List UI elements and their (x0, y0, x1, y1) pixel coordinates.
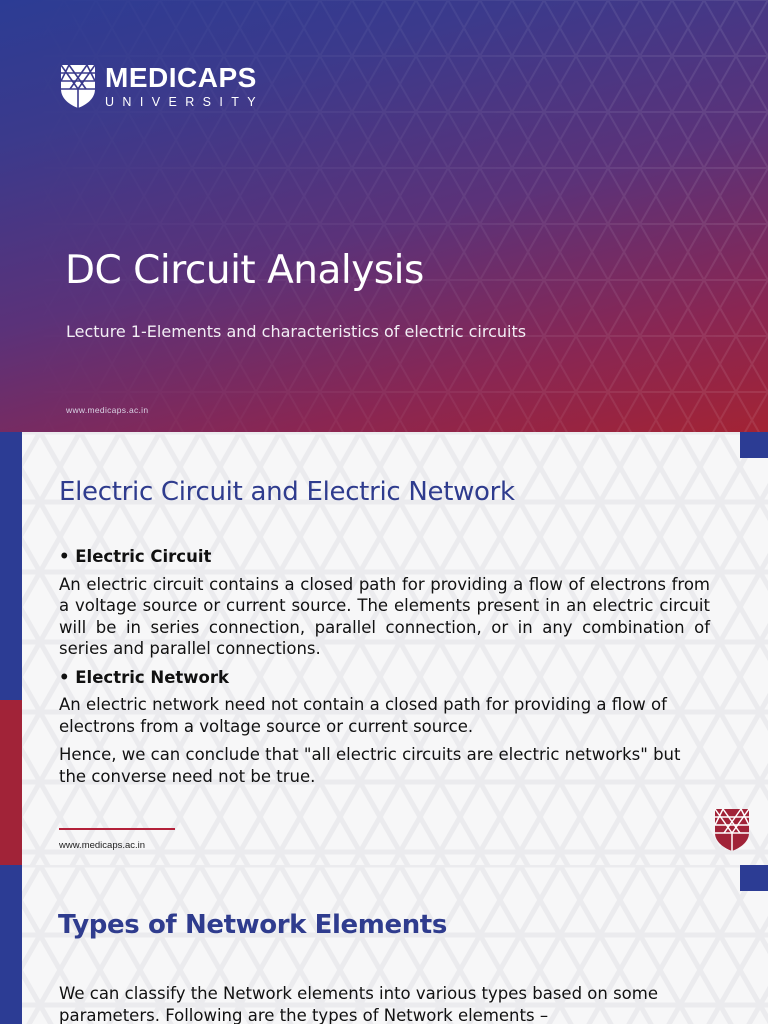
side-accent-bar-blue (0, 432, 22, 700)
university-shield-icon (59, 63, 97, 109)
corner-accent-tab (740, 865, 768, 891)
title-slide (0, 0, 768, 432)
footer-url[interactable]: www.medicaps.ac.in (59, 840, 146, 851)
bullet-electric-circuit: • Electric Circuit (59, 547, 212, 566)
website-url[interactable]: www.medicaps.ac.in (66, 405, 149, 415)
slide-title: Types of Network Elements (58, 910, 447, 940)
slide-body (59, 983, 710, 1024)
slide-title: Electric Circuit and Electric Network (59, 477, 515, 507)
side-accent-bar-red (0, 700, 22, 865)
paragraph-conclusion: Hence, we can conclude that "all electric circuits are electric networks" but the converse need not be true. (59, 745, 681, 786)
content-slide-circuit-network (0, 432, 768, 865)
presentation-title: DC Circuit Analysis (65, 248, 424, 293)
paragraph-electric-network: An electric network need not contain a closed path for providing a flow of electrons from a voltage source or current source. (59, 695, 667, 736)
paragraph-electric-circuit: An electric circuit contains a closed path for providing a flow of electrons from a voltage source or current source. The elements present in an electric circuit will be in series connection, parallel connection, or in any combination of series and parallel connections. (59, 574, 710, 658)
logo-subtitle: UNIVERSITY (105, 94, 265, 109)
medicaps-logo (59, 63, 264, 109)
corner-accent-tab (740, 432, 768, 458)
university-shield-icon (714, 808, 750, 852)
lecture-subtitle: Lecture 1-Elements and characteristics of electric circuits (66, 322, 527, 341)
logo-name: MEDICAPS (105, 61, 257, 93)
slide-body (59, 546, 710, 794)
side-accent-bar-blue (0, 865, 22, 1024)
bullet-electric-network: • Electric Network (59, 667, 229, 687)
content-slide-network-elements (0, 865, 768, 1024)
footer-divider (59, 828, 175, 830)
paragraph-intro: We can classify the Network elements into various types based on some parameters. Following are the types of Network elements – (59, 984, 658, 1024)
